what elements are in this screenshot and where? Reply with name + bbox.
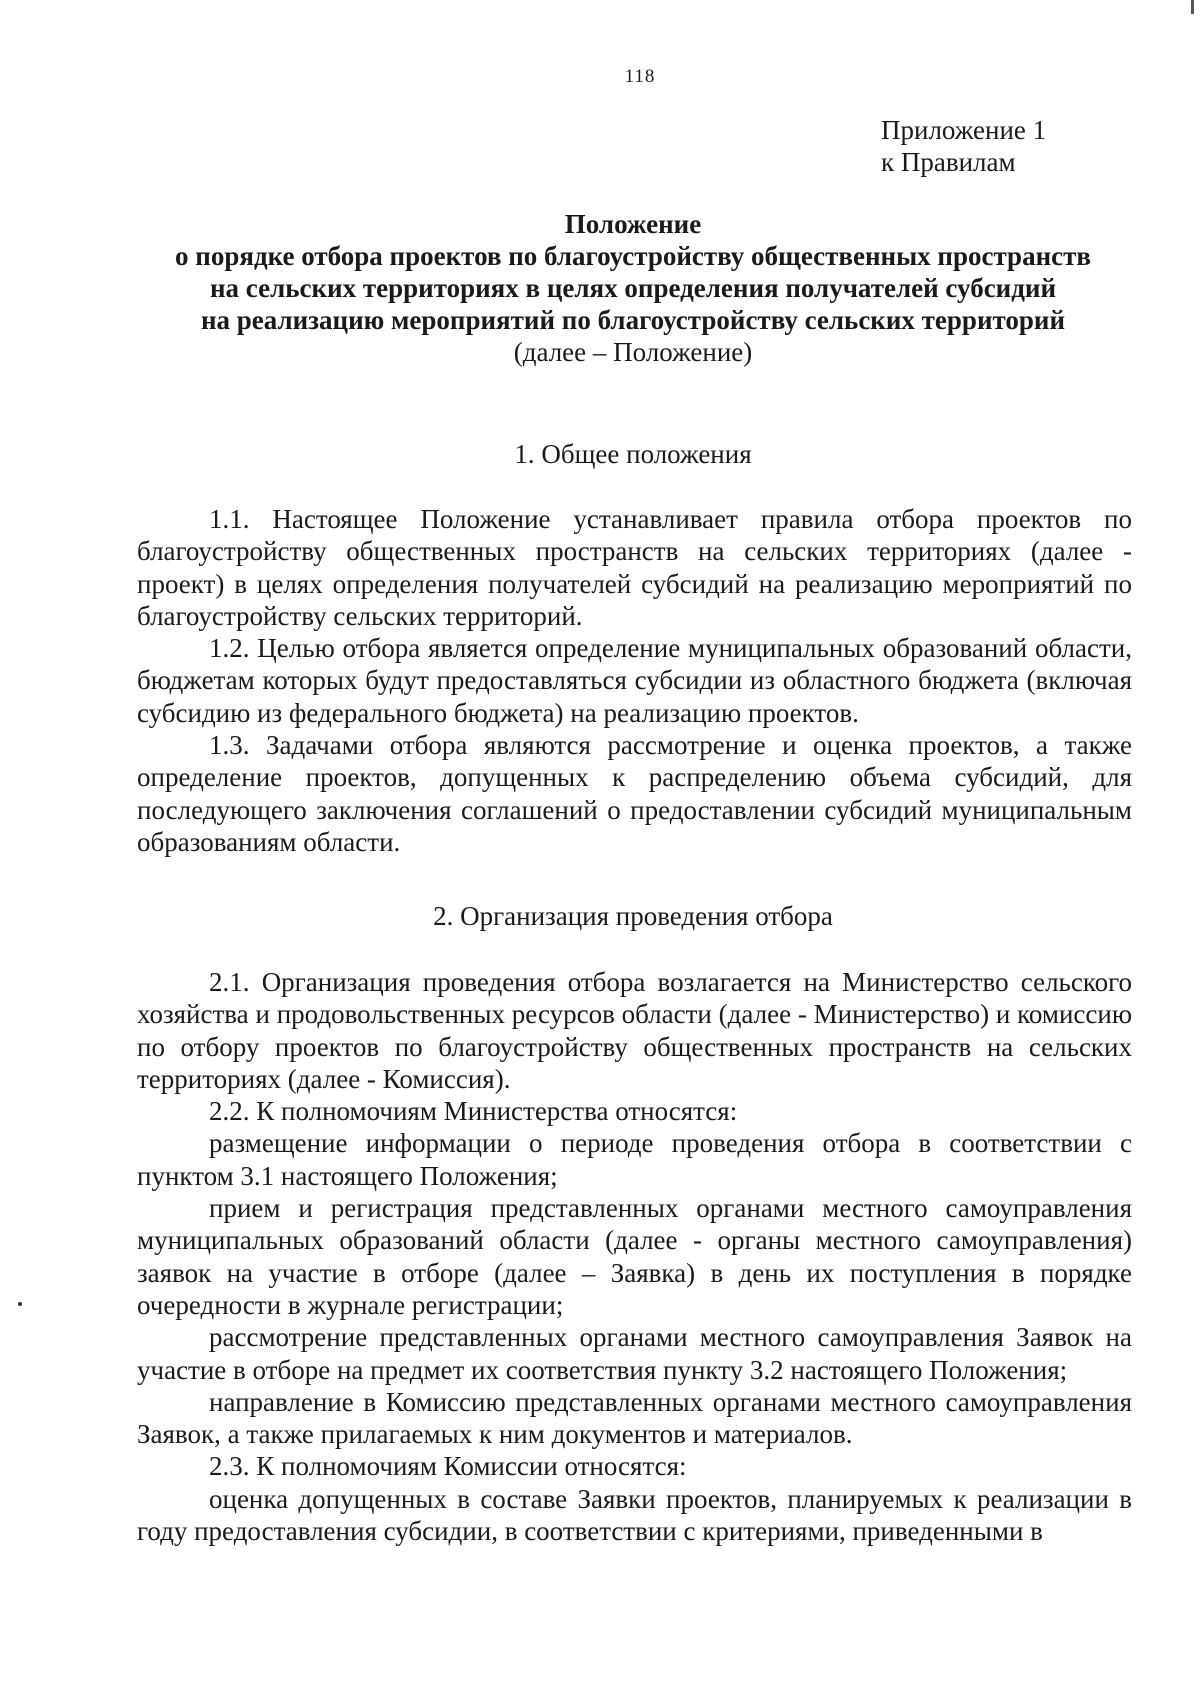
appendix-line-1: Приложение 1 [881, 115, 1047, 145]
paragraph-2-3-item-1: оценка допущенных в составе Заявки проектов, планируемых к реализации в году предоставления субсидии, в соответствии с критериями, приведенными в [137, 1483, 1132, 1547]
scan-artifact-dot [18, 1302, 22, 1306]
title-line-1: Положение [564, 209, 702, 239]
paragraph-2-2-item-1: размещение информации о периоде проведения отбора в соответствии с пунктом 3.1 настоящего Положения; [137, 1128, 1132, 1191]
section-2-heading: 2. Организация проведения отбора [433, 901, 833, 931]
title-line-3: на сельских территориях в целях определения получателей субсидий [209, 273, 1057, 303]
paragraph-2-2-item-3: рассмотрение представленных органами местного самоуправления Заявок на участие в отборе на предмет их соответствия пункту 3.2 настоящего Положения; [137, 1322, 1132, 1385]
paragraph-2-2-item-2: прием и регистрация представленных органами местного самоуправления муниципальных образований области (далее - органы местного самоуправления) заявок на участие в отборе (далее – Заявка) в день их поступления в порядке очередности в журнале регистрации; [137, 1193, 1132, 1320]
scan-artifact-mark [1191, 0, 1194, 14]
paragraph-2-2: 2.2. К полномочиям Министерства относятся: [209, 1096, 738, 1127]
page-number: 118 [624, 66, 656, 87]
section-2-body [137, 966, 1132, 1547]
paragraph-2-2-item-4: направление в Комиссию представленных органами местного самоуправления Заявок, а также прилагаемых к ним документов и материалов. [137, 1386, 1132, 1450]
appendix-note [881, 114, 1046, 178]
paragraph-2-1: 2.1. Организация проведения отбора возлагается на Министерство сельского хозяйства и продовольственных ресурсов области (далее - Министерство) и комиссию по отбору проектов по благоустройству общественных пространств на сельских территориях (далее - Комиссия). [137, 967, 1132, 1094]
section-1-heading: 1. Общее положения [514, 439, 752, 469]
paragraph-2-3: 2.3. К полномочиям Комиссии относятся: [209, 1451, 687, 1482]
paragraph-1-3: 1.3. Задачами отбора являются рассмотрение и оценка проектов, а также определение проектов, допущенных к распределению объема субсидий, для последующего заключения соглашений о предоставлении субсидий муниципальным образованиям области. [137, 730, 1132, 857]
paragraph-1-2: 1.2. Целью отбора является определение муниципальных образований области, бюджетам которых будут предоставляться субсидии из областного бюджета (включая субсидию из федерального бюджета) на реализацию проектов. [137, 633, 1132, 728]
title-line-5: (далее – Положение) [513, 337, 753, 367]
paragraph-1-1: 1.1. Настоящее Положение устанавливает правила отбора проектов по благоустройству общественных пространств на сельских территориях (далее - проект) в целях определения получателей субсидий на реализацию мероприятий по благоустройству сельских территорий. [137, 504, 1132, 631]
section-1-body [137, 503, 1132, 858]
appendix-line-2: к Правилам [881, 147, 1016, 177]
document-title [128, 208, 1138, 368]
title-line-2: о порядке отбора проектов по благоустройству общественных пространств [175, 241, 1091, 271]
title-line-4: на реализацию мероприятий по благоустройству сельских территорий [200, 305, 1066, 335]
